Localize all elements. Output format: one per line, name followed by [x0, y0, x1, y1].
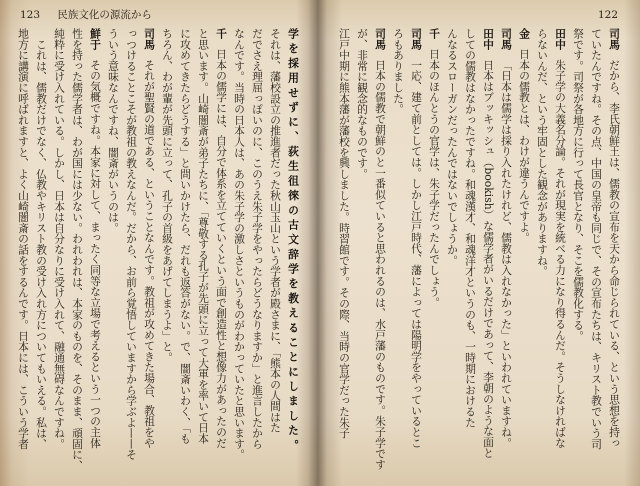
left-page-number: 123	[20, 9, 41, 21]
line-text: だでさえ理屈っぽいのに、このうえ朱子学をやったらどうなりますか」と進言したから	[251, 28, 264, 450]
speaker-name: 司馬	[608, 28, 621, 50]
running-head-title: 民族文化の源流から	[57, 9, 152, 21]
text-line	[353, 28, 371, 476]
text-line	[284, 28, 302, 476]
text-line	[461, 28, 479, 476]
line-text: ていたんですね。その点、中国の皇帝も同じで、その宣布たちは、キリスト教でいう司	[590, 28, 603, 450]
right-page-text	[333, 28, 623, 476]
speaker-name: 司馬	[374, 28, 387, 50]
dialogue-line	[551, 28, 569, 476]
dialogue-line	[140, 28, 158, 476]
line-text: これは、儒教だけでなく、仏教やキリスト教の受け入れ方についてもいえる。私は、	[35, 28, 48, 450]
dialogue-line	[86, 28, 104, 476]
speaker-name: 鮮于	[89, 28, 102, 50]
text-line	[176, 28, 194, 476]
line-text: っつけることこそが教祖の教えなんだ。だから、お前ら覚悟していますから学ぶよ——そ	[125, 28, 138, 460]
line-text: らないんだ、という牢固とした観念がありますね。	[536, 28, 549, 277]
line-text: 江戸中期に熊本藩が藩校を興しました。時習館です。その際、当時の官学だった朱子	[338, 28, 351, 439]
line-text: 日本はブッキッシュ（bookish）な儒学者がいるだけであって、李朝のような面と	[482, 59, 495, 459]
line-text: 一応、建て前としては。しかし江戸時代、藩によっては陽明学をやっているとこ	[410, 59, 423, 449]
line-text: ちろん、わが輩が先頭に立って、孔子の首級をあげてしまうよ」と。	[161, 28, 174, 363]
line-text: 学を採用せずに、荻生徂徠の古文辞学を教えることにしました。	[287, 28, 300, 454]
speaker-name: 司馬	[410, 28, 423, 50]
text-line	[50, 28, 68, 476]
speaker-name: 司馬	[500, 28, 513, 50]
line-text: 日本の儒教とは、わけが違うんですよ。	[518, 48, 531, 243]
text-line	[569, 28, 587, 476]
text-line	[194, 28, 212, 476]
text-line	[248, 28, 266, 476]
text-line	[587, 28, 605, 476]
line-text: それは、藩校設立の推進者だった秋山玉山という学者が殿さまに、「熊本の人間はた	[269, 28, 282, 433]
dialogue-line	[425, 28, 443, 476]
line-text: 朱子学の大義名分論。それが現実を統べる力になり得るんだ。そうしなければな	[554, 59, 567, 449]
line-text: ろもありました。	[392, 28, 405, 115]
line-text: に攻めてきたらどうする」と問いかけたら、だれも返答がない。で、闇斎いわく、「も	[179, 28, 192, 444]
dialogue-line	[605, 28, 623, 476]
line-text: が、非常に観念的なものです。	[356, 28, 369, 180]
text-line	[533, 28, 551, 476]
speaker-name: 千	[428, 28, 441, 39]
speaker-name: 司馬	[143, 28, 156, 50]
text-line	[389, 28, 407, 476]
text-line	[266, 28, 284, 476]
line-text: だから、李氏朝鮮王は、儒教の宣布を天から命じられている、という思想を持っ	[608, 59, 621, 449]
text-line	[230, 28, 248, 476]
line-text: 性を持った儒学者は、わが国には少ない。われわれは、本家のものを、そのまま、頑固に、	[71, 28, 84, 471]
dialogue-line	[515, 28, 533, 476]
dialogue-line	[479, 28, 497, 476]
text-line	[32, 28, 50, 476]
left-running-head	[20, 9, 152, 21]
speaker-name: 千	[215, 28, 228, 39]
line-text: 祭です。司祭が各地方に行って長官となり、そこを儒教化する。	[572, 28, 585, 342]
text-line	[68, 28, 86, 476]
text-line	[122, 28, 140, 476]
speaker-name: 田中	[554, 28, 567, 50]
line-text: それが聖賢の道である、ということなんです。教祖が攻めてきた場合、教祖をや	[143, 59, 156, 449]
speaker-name: 金	[518, 28, 531, 39]
line-text: その気概ですね。本家に対して、まったく同等な立場で考えるという一つの主体	[89, 59, 102, 449]
dialogue-line	[407, 28, 425, 476]
line-text: しての儒教はなかったですね。和魂漢才、和魂洋才というのも、一時期におけるた	[464, 28, 477, 428]
text-line	[335, 28, 353, 476]
dialogue-line	[371, 28, 389, 476]
line-text: と思います。山崎闇斎が弟子たちに、「尊敬する孔子が先頭に立って大軍を率いて日本	[197, 28, 210, 444]
right-running-head	[598, 9, 618, 21]
line-text: 日本のほんとうの官学は、朱子学だったんでしょう。	[428, 48, 441, 308]
line-text: 日本の儒学には、自分で体系を立てていくという面で創造性と想像力があったのだ	[215, 48, 228, 449]
right-page-number: 122	[597, 9, 618, 21]
text-line	[158, 28, 176, 476]
line-text: なんです。当時の日本人は、あの朱子学の激しさというものがわかっていたと思います。	[233, 28, 246, 460]
line-text: 「日本は儒学は採り入れたけれど、儒教は入れなかった」といわれていますね。	[500, 59, 513, 449]
line-text: んなるスローガンだったんではないでしょうか。	[446, 28, 459, 266]
text-line	[104, 28, 122, 476]
left-page-text	[12, 28, 302, 476]
text-line	[14, 28, 32, 476]
line-text: 純粋に受け入れている。しかし、日本は自分なりに受け入れて、融通無碍なんですね。	[53, 28, 66, 450]
dialogue-line	[497, 28, 515, 476]
speaker-name: 田中	[482, 28, 495, 50]
text-line	[443, 28, 461, 476]
dialogue-line	[212, 28, 230, 476]
line-text: ういう意味なんですね、闇斎がいうのは。	[107, 28, 120, 234]
line-text: 地方に講演に呼ばれますと、よく山崎闇斎の話をするんです。日本には、こういう学者	[17, 28, 30, 450]
line-text: 日本の儒教で朝鮮のと一番似ていると思われるのは、水戸藩のものです。朱子学です	[374, 59, 387, 470]
